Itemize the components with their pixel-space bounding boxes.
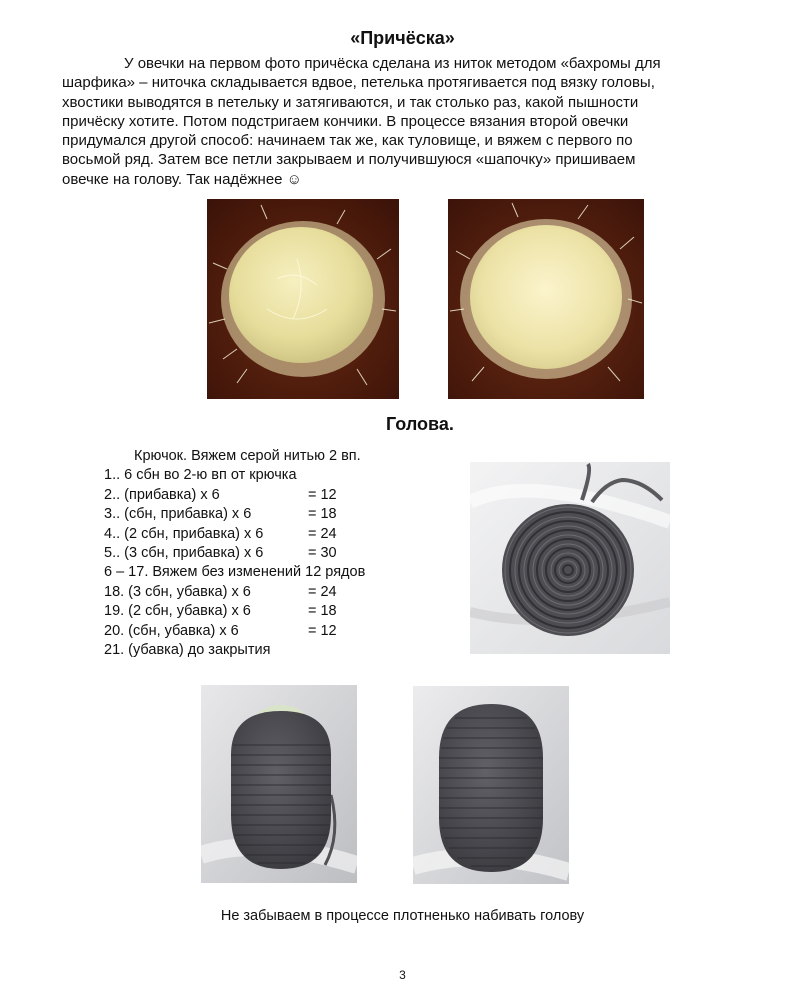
pattern-total: = 24	[308, 583, 337, 600]
pattern-total: = 18	[308, 603, 337, 620]
paragraph-line: придумался другой способ: начинаем так же, как туловище, и вяжем с первого по	[62, 132, 633, 150]
pattern-row	[104, 466, 365, 485]
hair-paragraph	[62, 54, 752, 189]
pattern-row	[104, 544, 365, 563]
paragraph-line: причёску хотите. Потом подстригаем кончики. В процессе вязания второй овечки	[62, 112, 629, 130]
pattern-total: = 30	[308, 545, 337, 562]
pattern-row	[104, 563, 365, 582]
hair-cap-photo-inside	[207, 199, 399, 399]
paragraph-line: овечке на голову. Так надёжнее ☺	[62, 170, 302, 188]
pattern-row	[104, 641, 365, 660]
head-caption: Не забываем в процессе плотненько набивать голову	[220, 908, 585, 924]
head-photo-open	[201, 685, 357, 883]
paragraph-line: восьмой ряд. Затем все петли закрываем и получившуюся «шапочку» пришиваем	[62, 151, 636, 169]
paragraph-line: хвостики выводятся в петельку и затягиваются, и так столько раз, какой пышности	[62, 93, 639, 111]
pattern-row	[104, 583, 365, 602]
page-number: 3	[399, 968, 406, 982]
pattern-row	[104, 622, 365, 641]
pattern-step: 18. (3 сбн, убавка) х 6	[104, 583, 251, 600]
head-photo-closed	[413, 686, 569, 884]
hair-cap-photo-outside	[448, 199, 644, 399]
pattern-step: 19. (2 сбн, убавка) х 6	[104, 603, 251, 620]
pattern-step: 20. (сбн, убавка) х 6	[104, 622, 239, 639]
pattern-row	[104, 505, 365, 524]
pattern-step: 2.. (прибавка) х 6	[104, 486, 220, 503]
pattern-row	[104, 602, 365, 621]
pattern-intro: Крючок. Вяжем серой нитью 2 вп.	[134, 448, 361, 464]
pattern-total: = 18	[308, 506, 337, 523]
pattern-step: 1.. 6 сбн во 2-ю вп от крючка	[104, 467, 297, 484]
crochet-circle-photo	[470, 462, 670, 654]
head-pattern	[104, 447, 365, 660]
pattern-row	[104, 486, 365, 505]
pattern-step: 5.. (3 сбн, прибавка) х 6	[104, 545, 264, 562]
pattern-total: = 12	[308, 486, 337, 503]
paragraph-line: шарфика» – ниточка складывается вдвое, петелька протягивается под вязку головы,	[62, 74, 655, 92]
pattern-step: 21. (убавка) до закрытия	[104, 642, 271, 659]
pattern-step: 3.. (сбн, прибавка) х 6	[104, 506, 252, 523]
pattern-row	[104, 525, 365, 544]
hair-section-title: «Причёска»	[350, 28, 455, 48]
pattern-total: = 24	[308, 525, 337, 542]
pattern-total: = 12	[308, 622, 337, 639]
pattern-step: 4.. (2 сбн, прибавка) х 6	[104, 525, 264, 542]
paragraph-line: У овечки на первом фото причёска сделана из ниток методом «бахромы для	[124, 55, 661, 72]
head-section-title: Голова.	[386, 414, 454, 434]
pattern-step: 6 – 17. Вяжем без изменений 12 рядов	[104, 564, 366, 581]
